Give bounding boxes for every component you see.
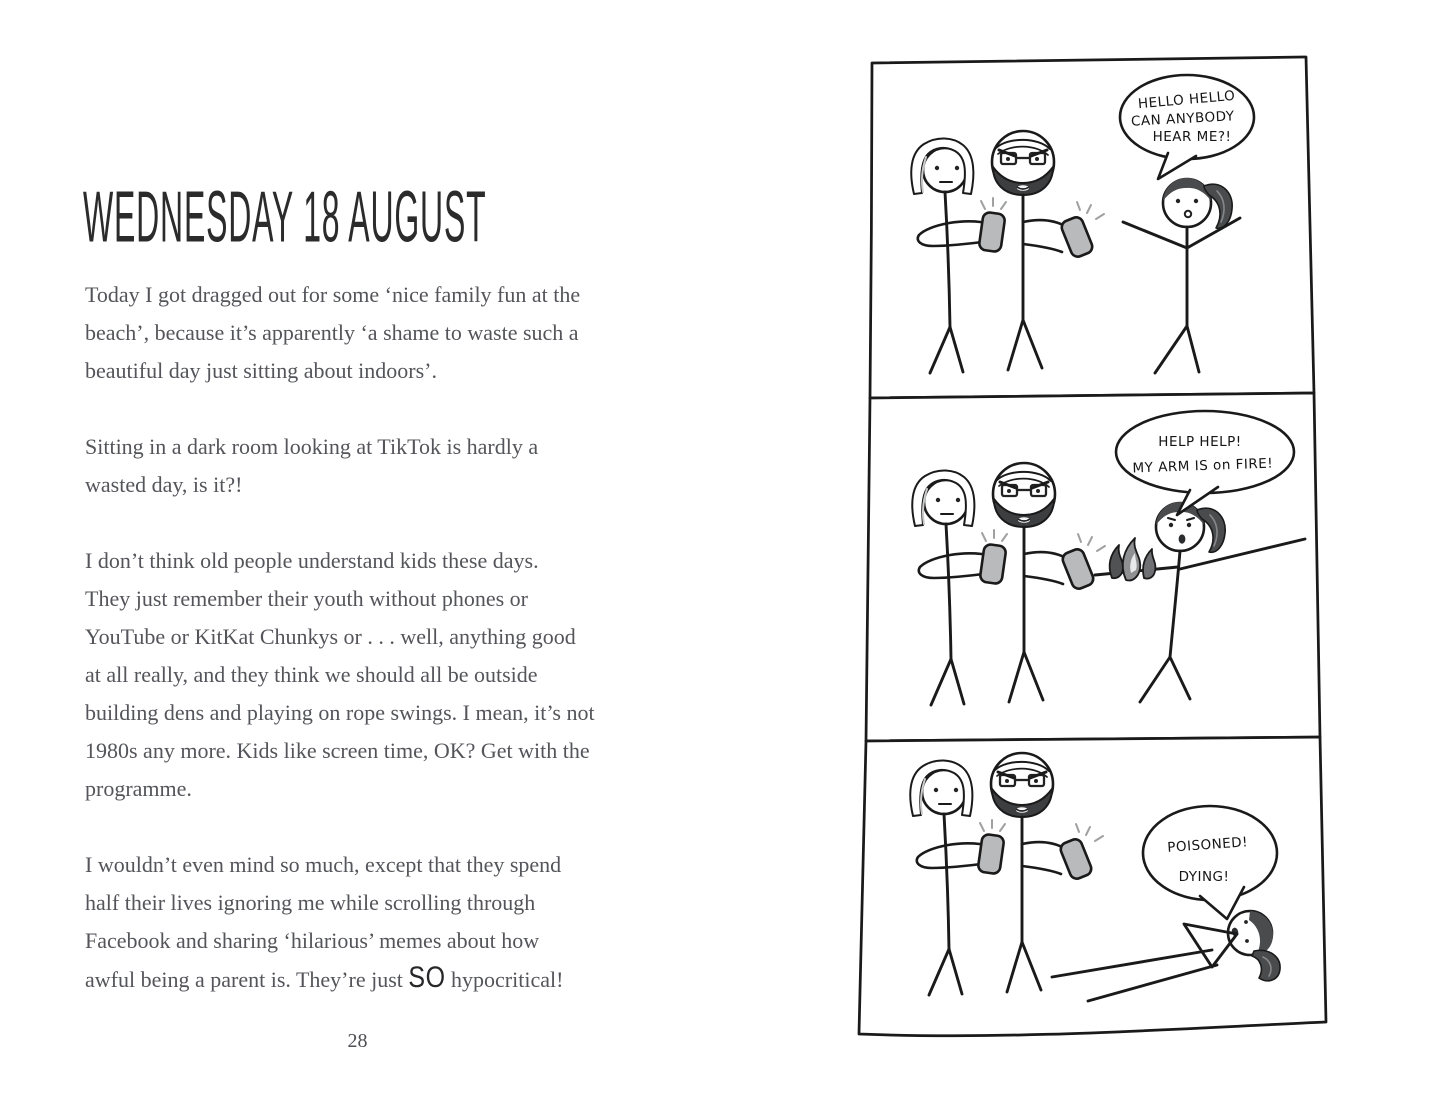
body-line: at all really, and they think we should all be outside [85, 662, 538, 687]
body-line: half their lives ignoring me while scrolling through [85, 890, 536, 915]
body-line: YouTube or KitKat Chunkys or . . . well, anything good [85, 624, 576, 649]
comic-svg [845, 45, 1345, 1055]
comic-panel-3 [859, 737, 1326, 1036]
body-text-segment: hypocritical! [445, 967, 564, 992]
bubble-text: CAN ANYBODY [1130, 108, 1235, 130]
body-line: Facebook and sharing ‘hilarious’ memes about how [85, 928, 540, 953]
page-number: 28 [347, 1030, 368, 1052]
paragraph-2 [85, 428, 645, 504]
body-line: beautiful day just sitting about indoors’. [85, 358, 437, 383]
body-line: Today I got dragged out for some ‘nice family fun at the [85, 282, 581, 307]
body-text-segment: awful being a parent is. They’re just [85, 967, 409, 992]
bubble-text: POISONED! [1166, 834, 1249, 856]
comic-strip [845, 45, 1345, 1055]
body-line: 1980s any more. Kids like screen time, OK? Get with the [85, 738, 590, 763]
bubble-text: MY ARM IS on FIRE! [1132, 455, 1274, 477]
body-line: programme. [85, 776, 192, 801]
body-line: Sitting in a dark room looking at TikTok is hardly a [85, 434, 539, 459]
bubble-text: HEAR ME?! [1152, 129, 1232, 145]
bubble-text: DYING! [1178, 869, 1230, 885]
body-line: They just remember their youth without phones or [85, 586, 528, 611]
body-line: I don’t think old people understand kids these days. [85, 548, 539, 573]
paragraph-3 [85, 542, 645, 808]
body-line: I wouldn’t even mind so much, except that they spend [85, 852, 562, 877]
bubble-text: HELP HELP! [1158, 434, 1242, 450]
paragraph-4 [85, 846, 645, 998]
so-emphasis: SO [408, 960, 446, 995]
page-title-text: WEDNESDAY 18 AUGUST [83, 178, 487, 258]
body-text [85, 276, 645, 1036]
body-line: building dens and playing on rope swings. I mean, it’s not [85, 700, 595, 725]
body-line [85, 960, 645, 998]
page-title [83, 178, 587, 258]
body-line: beach’, because it’s apparently ‘a shame to waste such a [85, 320, 579, 345]
paragraph-1 [85, 276, 645, 390]
bubble-text: HELLO HELLO [1137, 87, 1236, 113]
body-line: wasted day, is it?! [85, 472, 243, 497]
comic-panel-1 [870, 57, 1314, 398]
comic-panel-2 [866, 393, 1320, 741]
